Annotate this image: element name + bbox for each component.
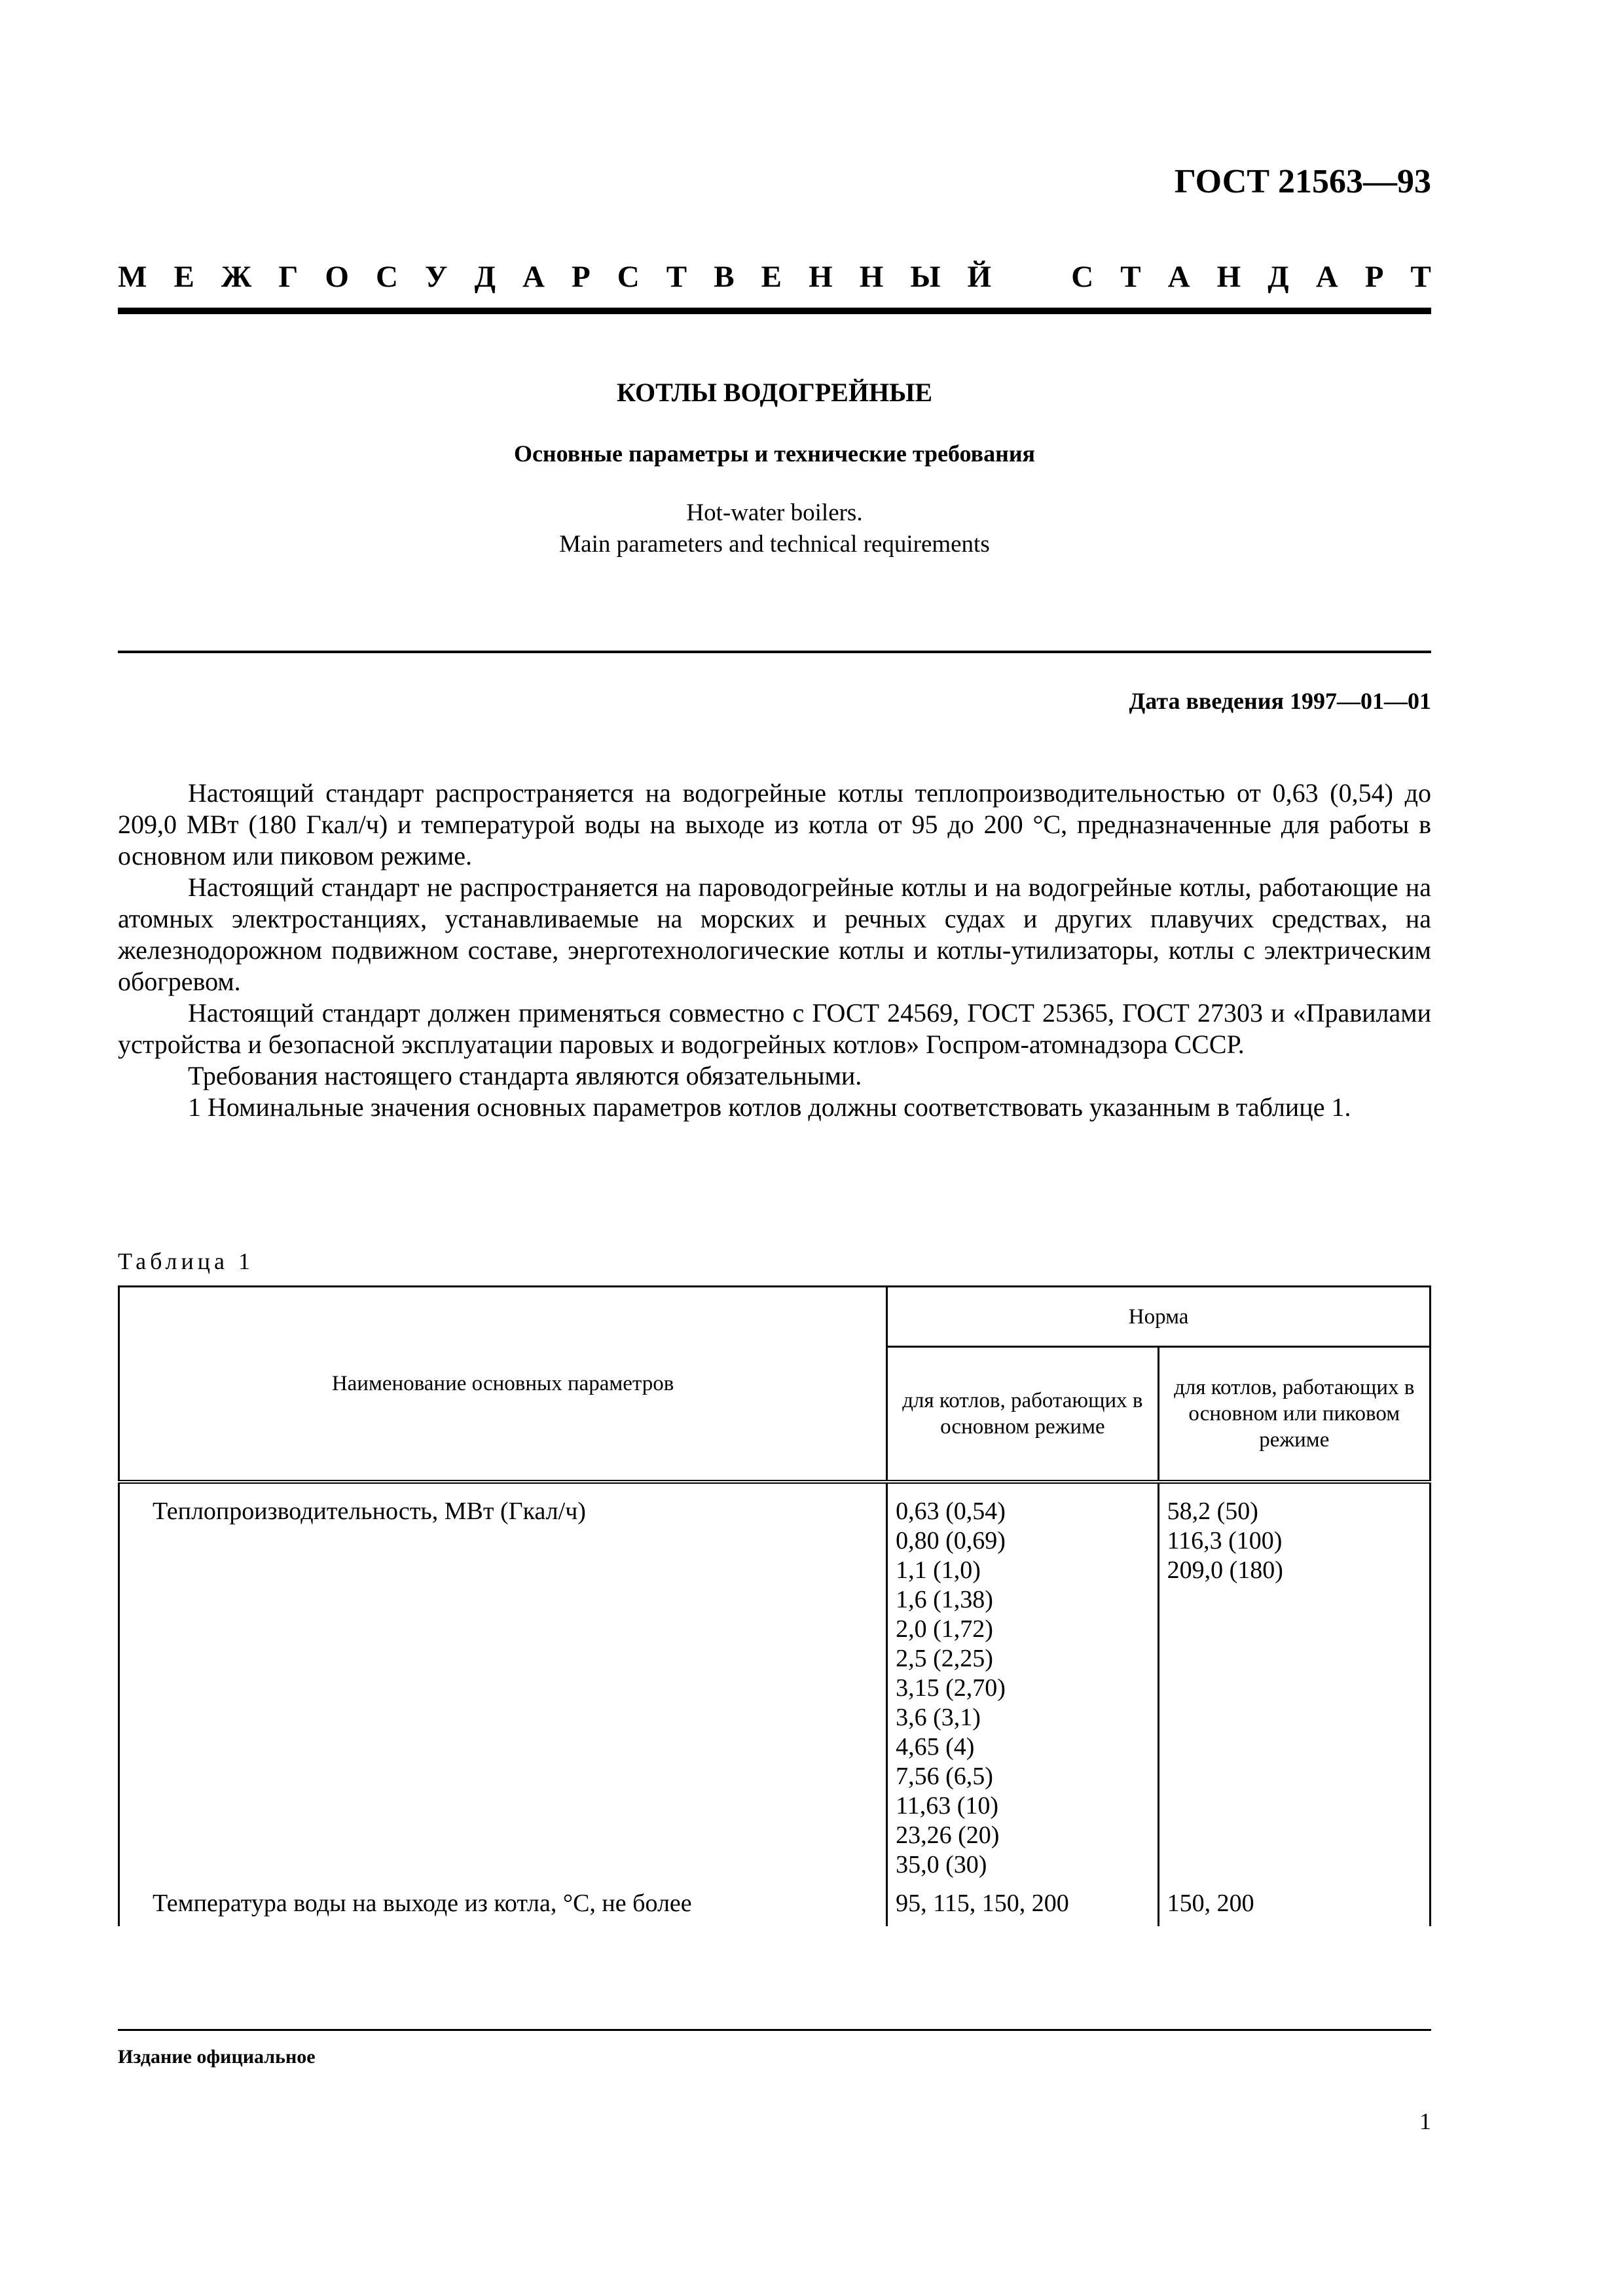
paragraph: Настоящий стандарт не распространяется на пароводогрейные котлы и на водогрейные котлы, работающие на атомных электростанциях, устанавливаемые на морских и речных судах и других плавучих средствах, на железнодорожном подвижном составе, энерготехнологические котлы и котлы-утилизаторы, котлы с электрическим обогревом. (118, 872, 1431, 996)
value-line: 2,0 (1,72) (896, 1615, 993, 1643)
header-norm: Норма (887, 1287, 1431, 1347)
heading-letter: У (425, 260, 448, 294)
document-subtitle: Основные параметры и технические требования (513, 440, 1036, 467)
body-text (118, 778, 1431, 1123)
heading-letter: Н (809, 260, 833, 294)
heading-letter: Р (1364, 260, 1384, 294)
value-line: 23,26 (20) (896, 1821, 1000, 1849)
standard-type-heading (118, 259, 1431, 295)
heading-letter: А (1167, 260, 1190, 294)
heading-letter: Т (1120, 260, 1141, 294)
heading-letter: Д (1267, 260, 1289, 294)
english-title (118, 497, 1431, 560)
english-title-line: Main parameters and technical requirements (559, 531, 990, 558)
parameters-table (118, 1285, 1431, 1926)
value-line: 1,6 (1,38) (896, 1585, 993, 1613)
parameter-name: Температура воды на выходе из котла, °С, не более (119, 1880, 887, 1926)
value-line: 11,63 (10) (896, 1791, 999, 1820)
heading-letter: Д (474, 260, 496, 294)
heading-letter: Т (1410, 260, 1431, 294)
paragraph: Настоящий стандарт должен применяться совместно с ГОСТ 24569, ГОСТ 25365, ГОСТ 27303 и «Правилами устройства и безопасной эксплуатации паровых и водогрейных котлов» Госпром-атомнадзора СССР. (118, 998, 1431, 1059)
value-line: 7,56 (6,5) (896, 1762, 993, 1790)
value-line: 0,80 (0,69) (896, 1526, 1006, 1554)
main-or-peak-mode-values (1158, 1880, 1430, 1926)
value-line: 58,2 (50) (1167, 1497, 1258, 1525)
table-caption: Таблица 1 (118, 1248, 254, 1274)
footer-rule (118, 2029, 1431, 2031)
value-line: 3,15 (2,70) (896, 1674, 1006, 1702)
heading-letter: О (325, 260, 349, 294)
value-line: 209,0 (180) (1167, 1556, 1283, 1584)
heading-letter: Р (572, 260, 591, 294)
introduction-date: Дата введения 1997—01—01 (1129, 688, 1431, 714)
heading-letter: Н (859, 260, 884, 294)
paragraph: Требования настоящего стандарта являются обязательными. (188, 1061, 862, 1090)
main-mode-values (887, 1880, 1158, 1926)
heading-letter: Е (173, 260, 194, 294)
table-row (119, 1482, 1431, 1880)
page-number: 1 (1419, 2108, 1431, 2134)
edition-label: Издание официальное (118, 2046, 316, 2068)
heading-letter: Г (278, 260, 299, 294)
heading-letter: А (522, 260, 545, 294)
heading-letter: Т (666, 260, 687, 294)
header-main-mode: для котлов, работающих в основном режиме (887, 1347, 1158, 1482)
value-line: 4,65 (4) (896, 1732, 975, 1761)
word-gap (1018, 259, 1044, 295)
header-rule (118, 308, 1431, 314)
heading-letter: С (376, 260, 398, 294)
value-line: 116,3 (100) (1167, 1526, 1283, 1554)
document-number: ГОСТ 21563—93 (1174, 163, 1431, 200)
heading-letter: С (1071, 260, 1094, 294)
heading-letter: Й (967, 260, 992, 294)
paragraph: Настоящий стандарт распространяется на водогрейные котлы теплопроизводительностью от 0,63 (0,54) до 209,0 МВт (180 Гкал/ч) и температурой воды на выходе из котла от 95 до 200 °С, предназначенные для работы в основном или пиковом режиме. (118, 778, 1431, 870)
heading-letter: Е (761, 260, 782, 294)
value-line: 95, 115, 150, 200 (896, 1889, 1069, 1917)
paragraph: 1 Номинальные значения основных параметров котлов должны соответствовать указанным в таблице 1. (188, 1092, 1351, 1122)
title-rule (118, 651, 1431, 653)
value-line: 0,63 (0,54) (896, 1497, 1006, 1525)
main-mode-values (887, 1482, 1158, 1880)
header-main-or-peak-mode: для котлов, работающих в основном или пиковом режиме (1158, 1347, 1430, 1482)
heading-letter: Н (1216, 260, 1241, 294)
value-line: 1,1 (1,0) (896, 1556, 981, 1584)
value-line: 150, 200 (1167, 1889, 1254, 1917)
document-title: КОТЛЫ ВОДОГРЕЙНЫЕ (616, 378, 933, 407)
value-line: 3,6 (3,1) (896, 1703, 981, 1731)
value-line: 2,5 (2,25) (896, 1644, 993, 1672)
heading-letter: А (1315, 260, 1338, 294)
main-or-peak-mode-values (1158, 1482, 1430, 1880)
parameter-name: Теплопроизводительность, МВт (Гкал/ч) (119, 1482, 887, 1880)
header-param: Наименование основных параметров (119, 1287, 887, 1482)
heading-letter: С (617, 260, 640, 294)
heading-letter: В (714, 260, 735, 294)
table-row (119, 1880, 1431, 1926)
heading-letter: М (118, 260, 147, 294)
heading-letter: Ж (221, 260, 252, 294)
value-line: 35,0 (30) (896, 1850, 987, 1878)
heading-letter: Ы (910, 260, 941, 294)
english-title-line: Hot-water boilers. (686, 499, 863, 526)
